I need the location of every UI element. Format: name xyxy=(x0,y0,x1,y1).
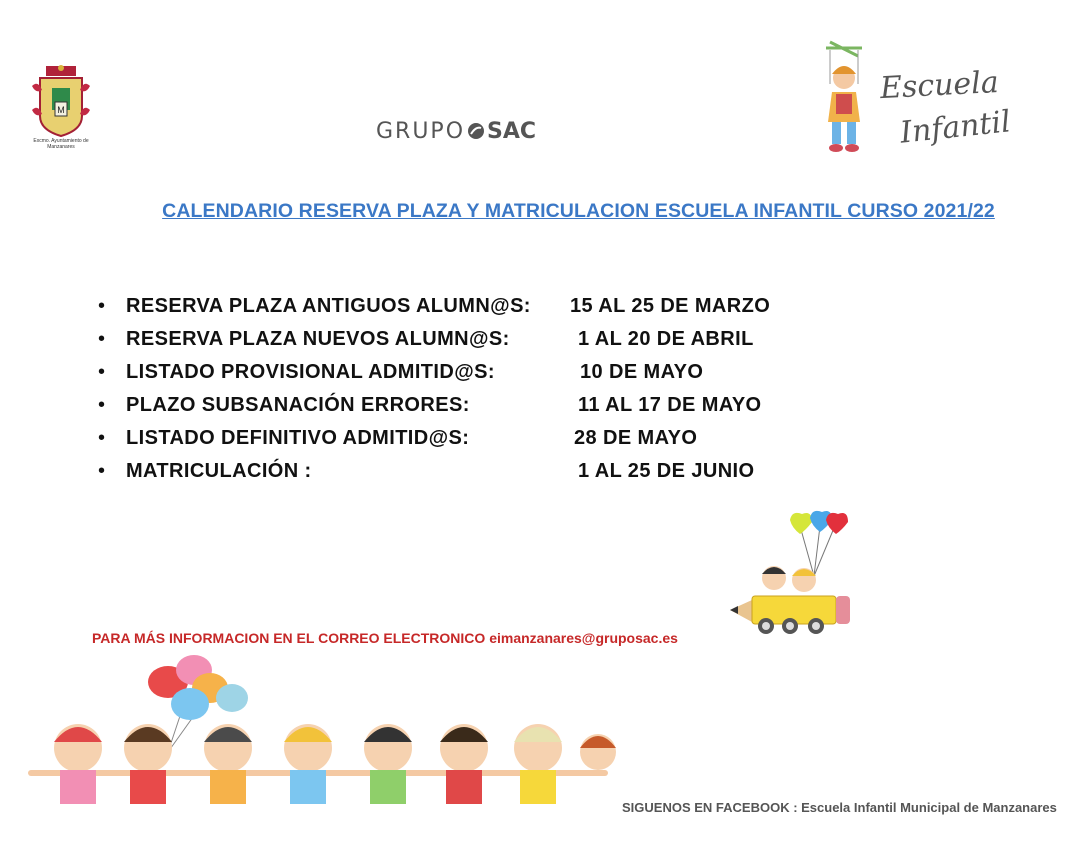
schedule-item xyxy=(98,389,858,422)
schedule-label: RESERVA PLAZA ANTIGUOS ALUMN@S: xyxy=(126,295,531,317)
schedule-date: 1 AL 20 DE ABRIL xyxy=(578,328,754,350)
crest-caption: Excmo. Ayuntamiento de Manzanares xyxy=(33,138,89,150)
schedule-item xyxy=(98,323,858,356)
schedule-item xyxy=(98,422,858,455)
facebook-follow-text: SIGUENOS EN FACEBOOK : Escuela Infantil Municipal de Manzanares xyxy=(622,800,1057,815)
bullet-icon: • xyxy=(98,427,106,449)
child-figure xyxy=(364,724,412,804)
child-figure xyxy=(284,724,332,804)
grupo-sac-mark-icon xyxy=(467,122,485,140)
child-figure xyxy=(204,724,252,804)
schedule-label: LISTADO DEFINITIVO ADMITID@S: xyxy=(126,427,470,449)
pencil-car-kids-illustration xyxy=(722,506,858,638)
child-figure xyxy=(124,724,172,804)
bullet-icon: • xyxy=(98,361,106,383)
bullet-icon: • xyxy=(98,394,106,416)
schedule-date: 28 DE MAYO xyxy=(574,427,698,449)
sac-logo-text: SAC xyxy=(487,118,537,144)
page-title: CALENDARIO RESERVA PLAZA Y MATRICULACION ESCUELA INFANTIL CURSO 2021/22 xyxy=(162,200,995,222)
bullet-icon: • xyxy=(98,460,106,482)
schedule-date: 10 DE MAYO xyxy=(580,361,704,383)
schedule-label: LISTADO PROVISIONAL ADMITID@S: xyxy=(126,361,495,383)
bullet-icon: • xyxy=(98,328,106,350)
grupo-logo-text: GRUPO xyxy=(376,118,466,144)
svg-text:M: M xyxy=(57,105,65,115)
child-figure xyxy=(514,724,562,804)
children-holding-hands-illustration xyxy=(18,652,618,812)
schedule-date: 11 AL 17 DE MAYO xyxy=(578,394,762,416)
escuela-logo-word: Escuela xyxy=(879,64,1000,107)
schedule-item xyxy=(98,290,858,323)
schedule-list xyxy=(98,290,858,488)
contact-email-line: PARA MÁS INFORMACION EN EL CORREO ELECTRONICO eimanzanares@gruposac.es xyxy=(92,630,678,646)
grupo-sac-logo xyxy=(376,118,536,144)
schedule-item xyxy=(98,356,858,389)
schedule-label: MATRICULACIÓN : xyxy=(126,460,312,482)
bullet-icon: • xyxy=(98,295,106,317)
infantil-logo-word: Infantil xyxy=(898,104,1013,151)
schedule-label: RESERVA PLAZA NUEVOS ALUMN@S: xyxy=(126,328,510,350)
child-figure xyxy=(580,734,616,770)
schedule-item xyxy=(98,455,858,488)
schedule-date: 1 AL 25 DE JUNIO xyxy=(578,460,755,482)
schedule-date: 15 AL 25 DE MARZO xyxy=(570,295,771,317)
child-figure xyxy=(54,724,102,804)
child-figure xyxy=(440,724,488,804)
schedule-label: PLAZO SUBSANACIÓN ERRORES: xyxy=(126,394,470,416)
